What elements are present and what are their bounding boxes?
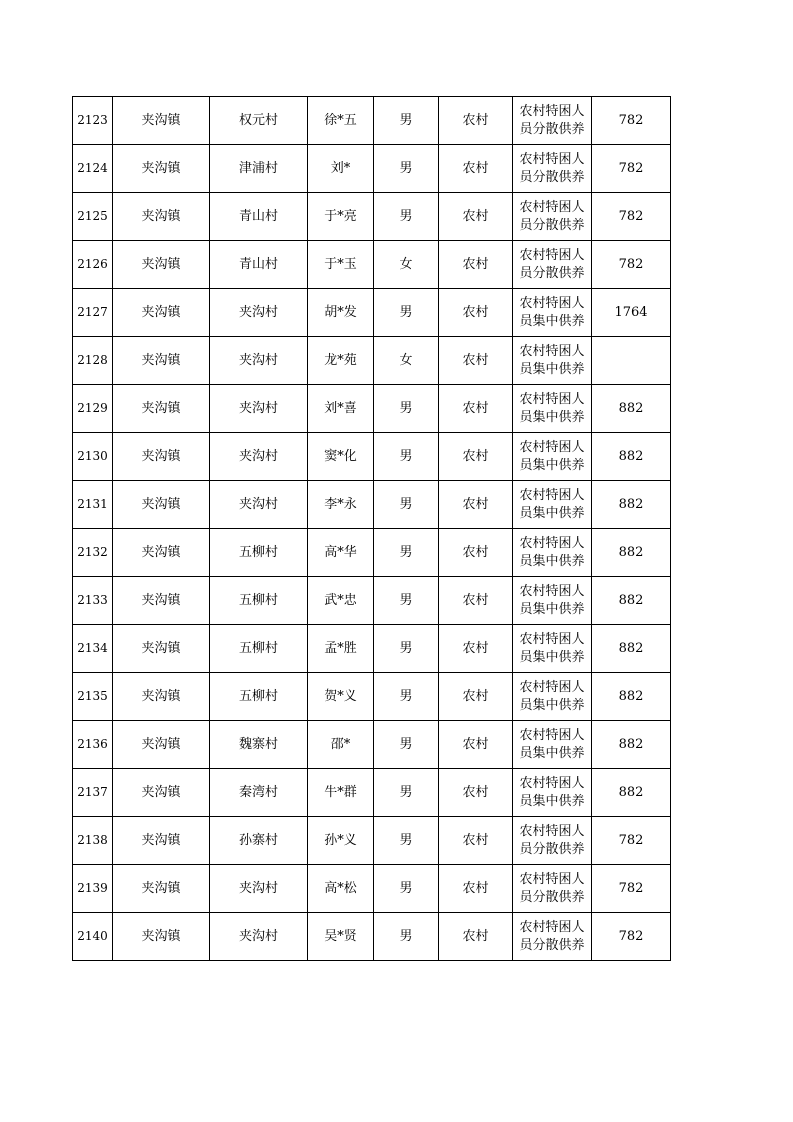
support-type-cell: 农村特困人员集中供养 xyxy=(513,721,592,769)
name-cell: 李*永 xyxy=(308,481,374,529)
row-number: 2134 xyxy=(73,625,113,673)
amount-cell: 882 xyxy=(592,529,671,577)
town-cell: 夹沟镇 xyxy=(113,625,210,673)
area-cell: 农村 xyxy=(439,337,513,385)
table-row xyxy=(73,577,671,625)
table-row xyxy=(73,817,671,865)
village-cell: 权元村 xyxy=(210,97,308,145)
amount-cell: 882 xyxy=(592,625,671,673)
village-cell: 五柳村 xyxy=(210,577,308,625)
area-cell: 农村 xyxy=(439,481,513,529)
gender-cell: 男 xyxy=(374,145,439,193)
town-cell: 夹沟镇 xyxy=(113,769,210,817)
area-cell: 农村 xyxy=(439,721,513,769)
row-number: 2124 xyxy=(73,145,113,193)
amount-cell: 782 xyxy=(592,817,671,865)
amount-cell: 882 xyxy=(592,673,671,721)
support-type-cell: 农村特困人员集中供养 xyxy=(513,529,592,577)
name-cell: 牛*群 xyxy=(308,769,374,817)
name-cell: 贺*义 xyxy=(308,673,374,721)
name-cell: 孟*胜 xyxy=(308,625,374,673)
village-cell: 青山村 xyxy=(210,193,308,241)
support-type-cell: 农村特困人员分散供养 xyxy=(513,817,592,865)
area-cell: 农村 xyxy=(439,433,513,481)
town-cell: 夹沟镇 xyxy=(113,817,210,865)
town-cell: 夹沟镇 xyxy=(113,577,210,625)
town-cell: 夹沟镇 xyxy=(113,913,210,961)
area-cell: 农村 xyxy=(439,385,513,433)
town-cell: 夹沟镇 xyxy=(113,145,210,193)
village-cell: 夹沟村 xyxy=(210,433,308,481)
name-cell: 刘*喜 xyxy=(308,385,374,433)
row-number: 2137 xyxy=(73,769,113,817)
table-body xyxy=(73,97,671,961)
table-row xyxy=(73,625,671,673)
support-type-cell: 农村特困人员分散供养 xyxy=(513,241,592,289)
village-cell: 夹沟村 xyxy=(210,289,308,337)
name-cell: 于*玉 xyxy=(308,241,374,289)
village-cell: 孙寨村 xyxy=(210,817,308,865)
area-cell: 农村 xyxy=(439,145,513,193)
gender-cell: 男 xyxy=(374,385,439,433)
table-row xyxy=(73,769,671,817)
row-number: 2129 xyxy=(73,385,113,433)
gender-cell: 男 xyxy=(374,673,439,721)
town-cell: 夹沟镇 xyxy=(113,673,210,721)
amount-cell: 1764 xyxy=(592,289,671,337)
table-row xyxy=(73,433,671,481)
name-cell: 于*亮 xyxy=(308,193,374,241)
row-number: 2131 xyxy=(73,481,113,529)
town-cell: 夹沟镇 xyxy=(113,865,210,913)
table-row xyxy=(73,241,671,289)
beneficiary-table xyxy=(72,96,671,961)
row-number: 2130 xyxy=(73,433,113,481)
table-row xyxy=(73,529,671,577)
gender-cell: 男 xyxy=(374,529,439,577)
gender-cell: 男 xyxy=(374,193,439,241)
amount-cell xyxy=(592,337,671,385)
town-cell: 夹沟镇 xyxy=(113,97,210,145)
support-type-cell: 农村特困人员分散供养 xyxy=(513,913,592,961)
support-type-cell: 农村特困人员集中供养 xyxy=(513,337,592,385)
name-cell: 窦*化 xyxy=(308,433,374,481)
area-cell: 农村 xyxy=(439,97,513,145)
name-cell: 高*华 xyxy=(308,529,374,577)
support-type-cell: 农村特困人员集中供养 xyxy=(513,433,592,481)
amount-cell: 882 xyxy=(592,433,671,481)
village-cell: 夹沟村 xyxy=(210,337,308,385)
town-cell: 夹沟镇 xyxy=(113,481,210,529)
support-type-cell: 农村特困人员集中供养 xyxy=(513,385,592,433)
row-number: 2126 xyxy=(73,241,113,289)
area-cell: 农村 xyxy=(439,625,513,673)
town-cell: 夹沟镇 xyxy=(113,241,210,289)
table-row xyxy=(73,337,671,385)
row-number: 2132 xyxy=(73,529,113,577)
village-cell: 五柳村 xyxy=(210,673,308,721)
village-cell: 夹沟村 xyxy=(210,913,308,961)
row-number: 2135 xyxy=(73,673,113,721)
support-type-cell: 农村特困人员集中供养 xyxy=(513,577,592,625)
gender-cell: 男 xyxy=(374,289,439,337)
amount-cell: 882 xyxy=(592,721,671,769)
amount-cell: 782 xyxy=(592,241,671,289)
gender-cell: 男 xyxy=(374,913,439,961)
gender-cell: 男 xyxy=(374,577,439,625)
village-cell: 五柳村 xyxy=(210,625,308,673)
amount-cell: 782 xyxy=(592,193,671,241)
gender-cell: 男 xyxy=(374,769,439,817)
area-cell: 农村 xyxy=(439,529,513,577)
table-row xyxy=(73,673,671,721)
row-number: 2140 xyxy=(73,913,113,961)
amount-cell: 782 xyxy=(592,913,671,961)
village-cell: 夹沟村 xyxy=(210,385,308,433)
name-cell: 武*忠 xyxy=(308,577,374,625)
gender-cell: 男 xyxy=(374,721,439,769)
amount-cell: 782 xyxy=(592,97,671,145)
area-cell: 农村 xyxy=(439,289,513,337)
table-row xyxy=(73,145,671,193)
amount-cell: 882 xyxy=(592,769,671,817)
support-type-cell: 农村特困人员集中供养 xyxy=(513,481,592,529)
area-cell: 农村 xyxy=(439,673,513,721)
name-cell: 吴*贤 xyxy=(308,913,374,961)
amount-cell: 782 xyxy=(592,865,671,913)
village-cell: 秦湾村 xyxy=(210,769,308,817)
village-cell: 夹沟村 xyxy=(210,481,308,529)
area-cell: 农村 xyxy=(439,913,513,961)
name-cell: 孙*义 xyxy=(308,817,374,865)
row-number: 2127 xyxy=(73,289,113,337)
name-cell: 刘* xyxy=(308,145,374,193)
gender-cell: 男 xyxy=(374,481,439,529)
area-cell: 农村 xyxy=(439,865,513,913)
row-number: 2123 xyxy=(73,97,113,145)
support-type-cell: 农村特困人员分散供养 xyxy=(513,193,592,241)
table-row xyxy=(73,97,671,145)
gender-cell: 男 xyxy=(374,97,439,145)
area-cell: 农村 xyxy=(439,193,513,241)
support-type-cell: 农村特困人员集中供养 xyxy=(513,625,592,673)
support-type-cell: 农村特困人员集中供养 xyxy=(513,673,592,721)
gender-cell: 女 xyxy=(374,241,439,289)
amount-cell: 782 xyxy=(592,145,671,193)
gender-cell: 男 xyxy=(374,817,439,865)
row-number: 2138 xyxy=(73,817,113,865)
gender-cell: 女 xyxy=(374,337,439,385)
area-cell: 农村 xyxy=(439,769,513,817)
village-cell: 五柳村 xyxy=(210,529,308,577)
town-cell: 夹沟镇 xyxy=(113,433,210,481)
amount-cell: 882 xyxy=(592,577,671,625)
village-cell: 津浦村 xyxy=(210,145,308,193)
town-cell: 夹沟镇 xyxy=(113,289,210,337)
town-cell: 夹沟镇 xyxy=(113,193,210,241)
area-cell: 农村 xyxy=(439,817,513,865)
support-type-cell: 农村特困人员集中供养 xyxy=(513,769,592,817)
table-row xyxy=(73,721,671,769)
town-cell: 夹沟镇 xyxy=(113,385,210,433)
village-cell: 魏寨村 xyxy=(210,721,308,769)
support-type-cell: 农村特困人员分散供养 xyxy=(513,145,592,193)
table-row xyxy=(73,385,671,433)
town-cell: 夹沟镇 xyxy=(113,337,210,385)
name-cell: 高*松 xyxy=(308,865,374,913)
name-cell: 龙*苑 xyxy=(308,337,374,385)
amount-cell: 882 xyxy=(592,385,671,433)
gender-cell: 男 xyxy=(374,433,439,481)
support-type-cell: 农村特困人员分散供养 xyxy=(513,865,592,913)
gender-cell: 男 xyxy=(374,865,439,913)
support-type-cell: 农村特困人员分散供养 xyxy=(513,97,592,145)
amount-cell: 882 xyxy=(592,481,671,529)
row-number: 2128 xyxy=(73,337,113,385)
table-row xyxy=(73,193,671,241)
gender-cell: 男 xyxy=(374,625,439,673)
town-cell: 夹沟镇 xyxy=(113,529,210,577)
table-row xyxy=(73,289,671,337)
name-cell: 胡*发 xyxy=(308,289,374,337)
row-number: 2133 xyxy=(73,577,113,625)
table-row xyxy=(73,913,671,961)
support-type-cell: 农村特困人员集中供养 xyxy=(513,289,592,337)
area-cell: 农村 xyxy=(439,241,513,289)
row-number: 2125 xyxy=(73,193,113,241)
row-number: 2139 xyxy=(73,865,113,913)
area-cell: 农村 xyxy=(439,577,513,625)
row-number: 2136 xyxy=(73,721,113,769)
village-cell: 夹沟村 xyxy=(210,865,308,913)
name-cell: 徐*五 xyxy=(308,97,374,145)
town-cell: 夹沟镇 xyxy=(113,721,210,769)
table-row xyxy=(73,481,671,529)
name-cell: 邵* xyxy=(308,721,374,769)
table-row xyxy=(73,865,671,913)
village-cell: 青山村 xyxy=(210,241,308,289)
